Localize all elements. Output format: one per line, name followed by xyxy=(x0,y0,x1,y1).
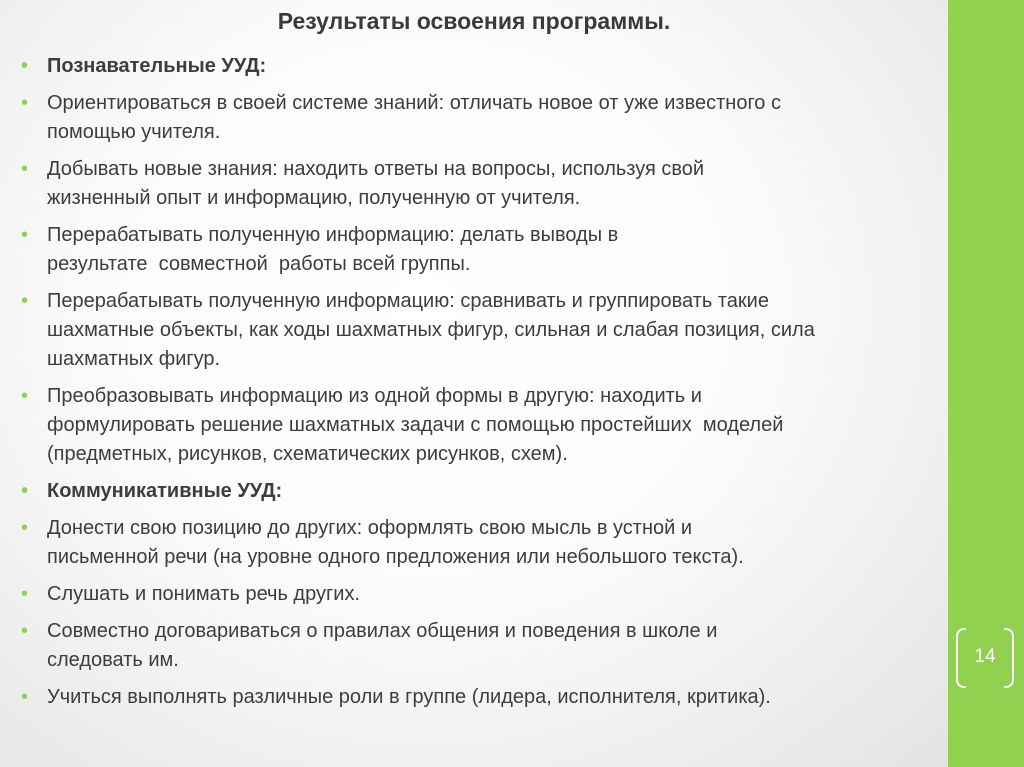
bullet-icon: • xyxy=(21,290,29,312)
list-item-text: Добывать новые знания: находить ответы на вопросы, используя свой жизненный опыт и информацию, полученную от учителя. xyxy=(47,158,705,209)
list-item xyxy=(18,580,943,609)
section-heading xyxy=(18,52,943,81)
list-item-text: Перерабатывать полученную информацию: сравнивать и группировать такие шахматные объекты, как ходы шахматных фигур, сильная и слабая позиция, сила шахматных фигур. xyxy=(47,290,815,370)
section-heading xyxy=(18,477,943,506)
list-item-text: Слушать и понимать речь других. xyxy=(47,583,361,605)
bullet-icon: • xyxy=(21,686,29,708)
bullet-icon: • xyxy=(21,583,29,605)
list-item-text: Перерабатывать полученную информацию: делать выводы в результате совместной работы всей группы. xyxy=(47,224,619,275)
list-item-text: Учиться выполнять различные роли в группе (лидера, исполнителя, критика). xyxy=(47,686,771,708)
bullet-list xyxy=(18,52,943,720)
list-item-text: Ориентироваться в своей системе знаний: отличать новое от уже известного с помощью учителя. xyxy=(47,92,781,143)
bullet-icon: • xyxy=(21,385,29,407)
page-number: 14 xyxy=(974,646,996,667)
bullet-icon: • xyxy=(21,517,29,539)
bullet-icon: • xyxy=(21,224,29,246)
page-number-frame xyxy=(956,628,1014,686)
bullet-icon: • xyxy=(21,620,29,642)
list-item xyxy=(18,221,943,279)
bullet-icon: • xyxy=(21,55,29,77)
list-item xyxy=(18,89,943,147)
bullet-icon: • xyxy=(21,92,29,114)
list-item xyxy=(18,287,943,374)
list-item-text: Коммуникативные УУД: xyxy=(47,480,283,502)
list-item-text: Донести свою позицию до других: оформлять свою мысль в устной и письменной речи (на уровне одного предложения или небольшого текста). xyxy=(47,517,744,568)
list-item-text: Преобразовывать информацию из одной формы в другую: находить и формулировать решение шахматных задачи с помощью простейших моделей (предметных, рисунков, схематических рисунков, схем). xyxy=(47,385,784,465)
list-item xyxy=(18,382,943,469)
list-item xyxy=(18,155,943,213)
list-item-text: Совместно договариваться о правилах общения и поведения в школе и следовать им. xyxy=(47,620,718,671)
bullet-icon: • xyxy=(21,158,29,180)
list-item-text: Познавательные УУД: xyxy=(47,55,267,77)
list-item xyxy=(18,683,943,712)
list-item xyxy=(18,514,943,572)
bullet-icon: • xyxy=(21,480,29,502)
slide-title: Результаты освоения программы. xyxy=(277,8,671,34)
list-item xyxy=(18,617,943,675)
